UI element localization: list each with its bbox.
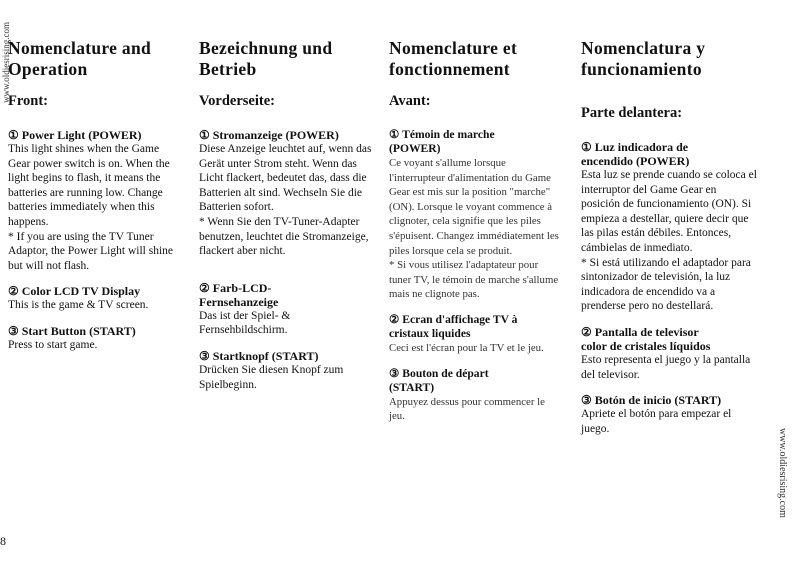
item-title: ③ Startknopf (START) — [199, 348, 319, 363]
watermark-right: www.oldiesrising.com — [777, 428, 788, 518]
item-lcd-display — [8, 284, 180, 313]
item-title: ① Stromanzeige (POWER) — [199, 128, 339, 142]
item-start-button — [8, 324, 180, 353]
item-body: Ce voyant s'allume lorsque l'interrupteur d'alimentation du Game Gear est mis sur la position "marche" (ON). Lorsque le voyant commence à clignoter, cela signifie que les piles s'épuisent. Changez immédiatement les piles lorsque cela se produit. * Si vous utilisez l'adaptateur pour tuner TV, le témoin de marche s'allume mais ne clignote pas. — [389, 157, 559, 301]
item-power-light — [8, 128, 180, 273]
item-title: ② Color LCD TV Display — [8, 284, 141, 299]
watermark-left: www.oldiesrising.com — [1, 22, 11, 103]
item-power-light — [581, 140, 757, 314]
item-title: ① Luz indicadora de encendido (POWER) — [581, 140, 690, 168]
page-number: 8 — [0, 534, 6, 548]
item-power-light — [389, 128, 559, 302]
front-subheading: Front: — [8, 93, 49, 109]
item-title: ① Power Light (POWER) — [8, 128, 142, 142]
item-body: This light shines when the Game Gear power switch is on. When the light begins to flash, it means the batteries are running low. Change batteries immediately when this happens. * If you are using the TV Tuner Adaptor, the Power Light will shine but will not flash. — [8, 143, 173, 272]
item-start-button — [199, 349, 374, 392]
item-body: Das ist der Spiel- & Fernsehbildschirm. — [199, 309, 291, 337]
item-title: ② Farb-LCD- Fernsehanzeige — [199, 280, 279, 309]
section-heading: Nomenclatura y funcionamiento — [581, 38, 706, 79]
front-subheading: Vorderseite: — [199, 93, 275, 109]
column-german — [199, 38, 374, 403]
column-spanish — [581, 38, 757, 447]
front-subheading: Parte delantera: — [581, 105, 683, 121]
column-english — [8, 38, 180, 364]
section-heading: Bezeichnung und Betrieb — [199, 38, 333, 79]
item-body: Drücken Sie diesen Knopf zum Spielbeginn. — [199, 363, 344, 391]
item-body: Esto representa el juego y la pantalla del televisor. — [581, 353, 751, 381]
section-heading: Nomenclature et fonctionnement — [389, 38, 518, 79]
item-title: ② Ecran d'affichage TV à cristaux liquides — [389, 312, 518, 340]
item-title: ② Pantalla de televisor color de cristales líquidos — [581, 324, 711, 353]
front-subheading: Avant: — [389, 93, 431, 109]
item-title: ③ Botón de inicio (START) — [581, 393, 722, 408]
item-title: ① Témoin de marche (POWER) — [389, 128, 495, 155]
item-lcd-display — [389, 313, 559, 356]
item-body: Apriete el botón para empezar el juego. — [581, 408, 732, 435]
item-start-button — [389, 367, 559, 424]
section-heading: Nomenclature and Operation — [8, 38, 152, 79]
item-title: ③ Bouton de départ (START) — [389, 366, 489, 394]
item-lcd-display — [199, 281, 374, 338]
item-lcd-display — [581, 325, 757, 382]
item-body: Appuyez dessus pour commencer le jeu. — [389, 395, 545, 423]
item-body: Ceci est l'écran pour la TV et le jeu. — [389, 341, 544, 354]
item-title: ③ Start Button (START) — [8, 323, 136, 338]
item-body: Diese Anzeige leuchtet auf, wenn das Gerät unter Strom steht. Wenn das Licht flackert, bedeutet das, dass die Batterien alt sind. Wechseln Sie die Batterien sofort. * Wenn Sie den TV-Tuner-Adapter benutzen, leuchtet die Stromanzeige, flackert aber nicht. — [199, 143, 372, 258]
item-start-button — [581, 393, 757, 436]
column-french — [389, 38, 559, 435]
item-body: Esta luz se prende cuando se coloca el interruptor del Game Gear en posición de funcionamiento (ON). Si empieza a destellar, quiere decir que las pilas están débiles. Entonces, cámbielas de inmediato. * Si está utilizando el adaptador para sintonizador de televisión, la luz indicadora de encendido va a prenderse pero no destellará. — [581, 169, 757, 313]
item-power-light — [199, 128, 374, 259]
item-body: This is the game & TV screen. — [8, 299, 149, 312]
item-body: Press to start game. — [8, 338, 98, 351]
